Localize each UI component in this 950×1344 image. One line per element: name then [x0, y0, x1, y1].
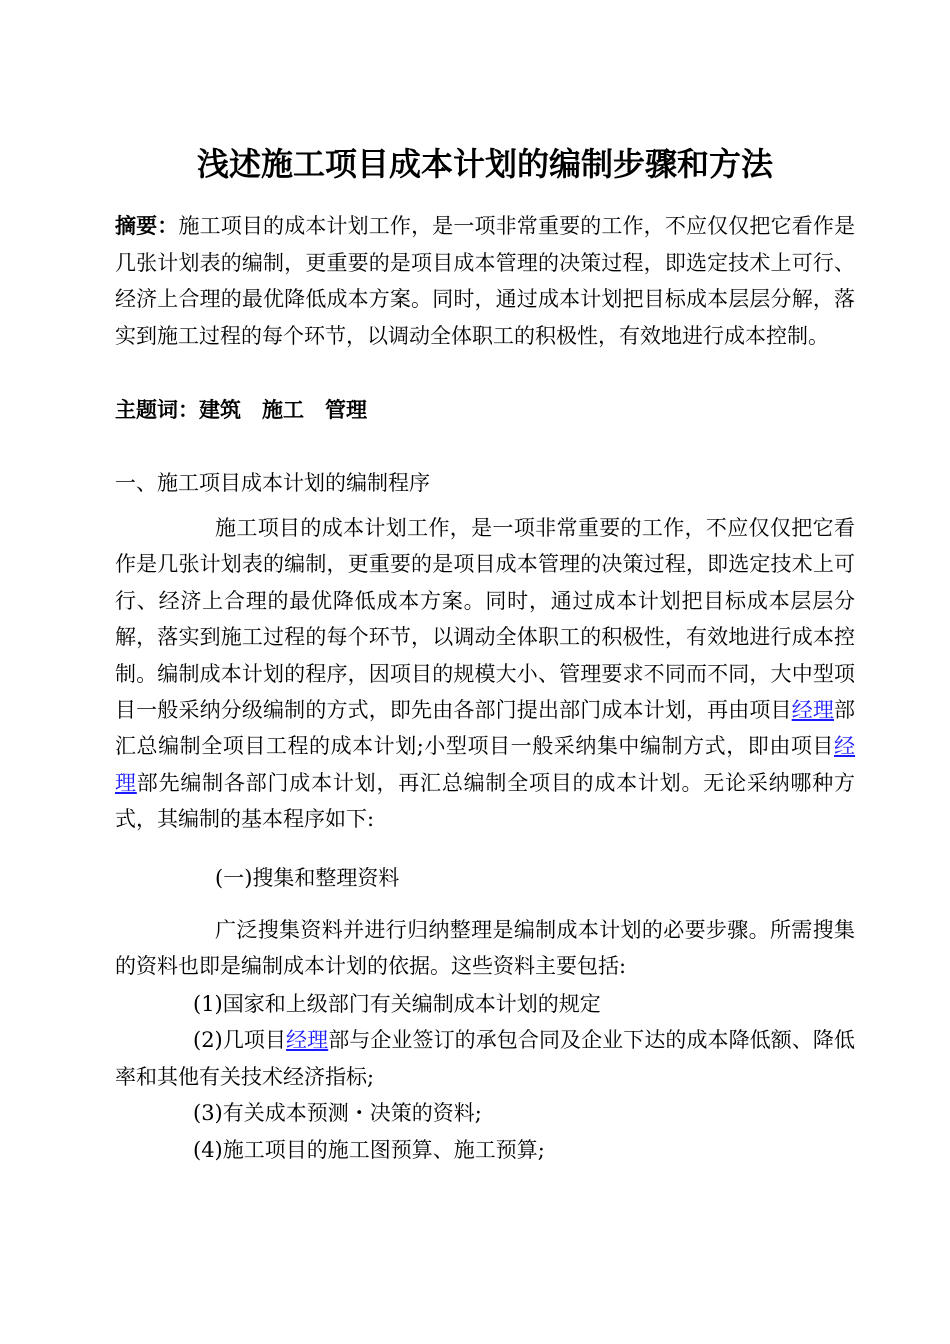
list-item-text: 部与企业签订的承包合同及企业下达的成本降低额、降低率和其他有关技术经济指标; [115, 1028, 856, 1089]
manager-link[interactable]: 经理 [115, 734, 855, 795]
paragraph-text: 施工项目的成本计划工作，是一项非常重要的工作，不应仅仅把它看作是几张计划表的编制，更重要的是项目成本管理的决策过程，即选定技术上可行、经济上合理的最优降低成本方案。同时，通过成本计划把目标成本层层分解，落实到施工过程的每个环节，以调动全体职工的积极性，有效地进行成本控制。编制成本计划的程序，因项目的规模大小、管理要求不同而不同，大中型项目一般采纳分级编制的方式，即先由各部门提出部门成本计划，再由项目 [115, 516, 855, 723]
subsection-1-paragraph: 广泛搜集资料并进行归纳整理是编制成本计划的必要步骤。所需搜集的资料也即是编制成本计划的依据。这些资料主要包括: [115, 918, 855, 979]
abstract-paragraph [115, 208, 855, 354]
list-item [115, 1022, 855, 1095]
materials-list [115, 986, 855, 1168]
abstract-text: 施工项目的成本计划工作，是一项非常重要的工作，不应仅仅把它看作是几张计划表的编制，更重要的是项目成本管理的决策过程，即选定技术上可行、经济上合理的最优降低成本方案。同时，通过成本计划把目标成本层层分解，落实到施工过程的每个环节，以调动全体职工的积极性，有效地进行成本控制。 [115, 214, 856, 348]
list-item-text: (2)几项目 [193, 1028, 287, 1053]
list-item: (3)有关成本预测・决策的资料; [193, 1101, 482, 1126]
manager-link[interactable]: 经理 [791, 698, 834, 723]
manager-link[interactable]: 经理 [286, 1028, 329, 1053]
keywords-line: 主题词：建筑 施工 管理 [115, 398, 367, 422]
section-heading-1: 一、施工项目成本计划的编制程序 [115, 471, 430, 495]
document-title: 浅述施工项目成本计划的编制步骤和方法 [196, 145, 773, 183]
list-item: (4)施工项目的施工图预算、施工预算; [193, 1137, 545, 1162]
abstract-label: 摘要： [115, 214, 179, 238]
section-1-paragraph [115, 510, 855, 838]
subsection-heading-1: (一)搜集和整理资料 [215, 866, 400, 890]
paragraph-text: 部汇总编制全项目工程的成本计划;小型项目一般采纳集中编制方式，即由项目 [115, 698, 855, 759]
paragraph-text: 部先编制各部门成本计划，再汇总编制全项目的成本计划。无论采纳哪种方式，其编制的基本程序如下: [115, 770, 856, 832]
list-item: (1)国家和上级部门有关编制成本计划的规定 [193, 992, 601, 1016]
